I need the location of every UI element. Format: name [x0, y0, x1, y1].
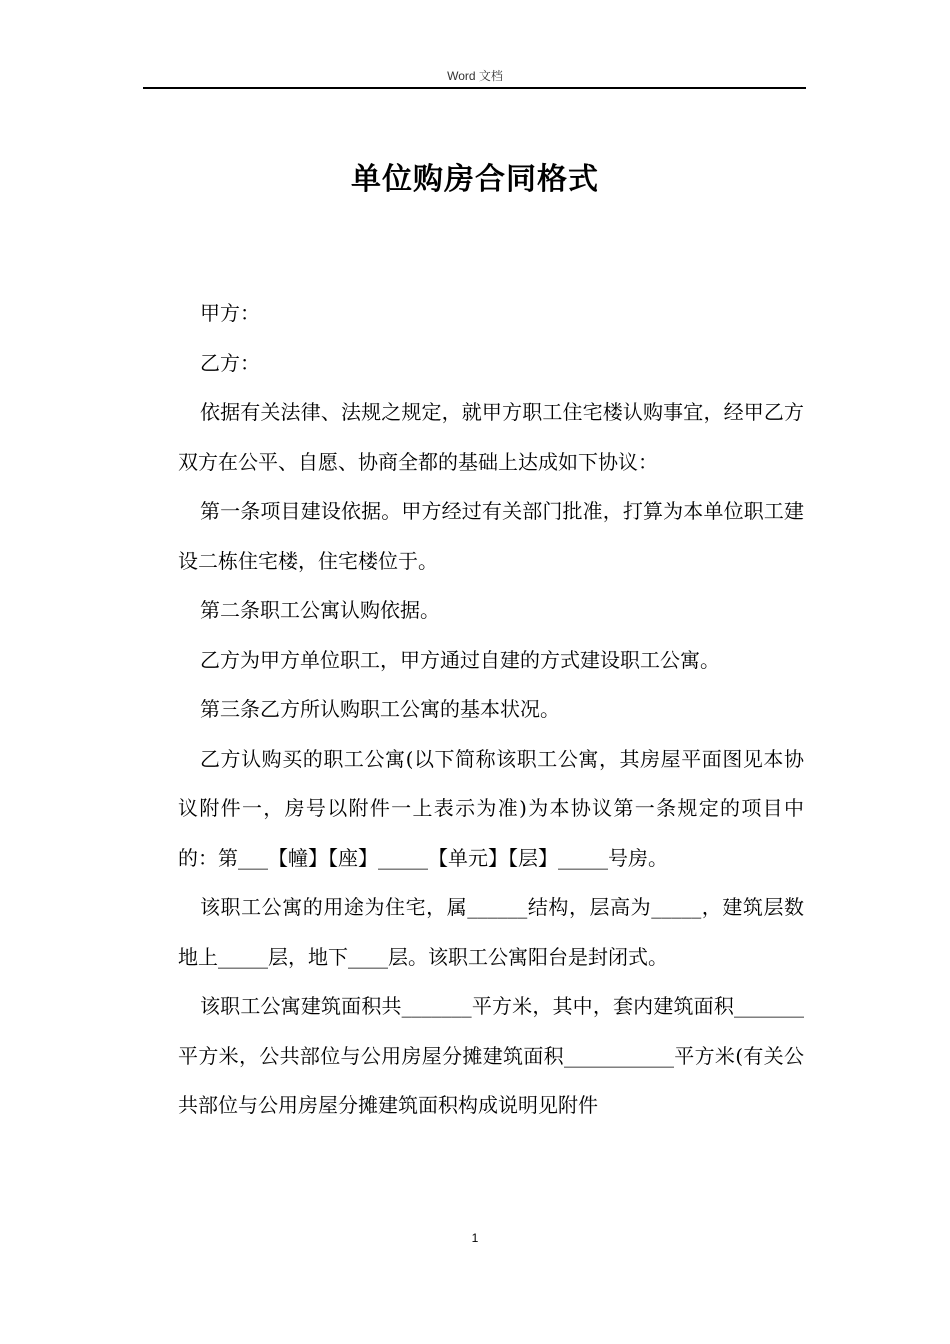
page-header: Word 文档: [447, 69, 503, 83]
party-b-line: 乙方：: [200, 350, 260, 375]
article-3-heading: 第三条乙方所认购职工公寓的基本状况。: [200, 697, 560, 721]
header-divider: [143, 87, 806, 89]
article-2-paragraph: 乙方为甲方单位职工，甲方通过自建的方式建设职工公寓。: [200, 647, 720, 672]
article-1-paragraph: 第一条项目建设依据。甲方经过有关部门批准，打算为本单位职工建设二栋住宅楼，住宅楼位于。: [178, 499, 804, 573]
page-number: 1: [471, 1231, 479, 1245]
preamble-paragraph: 依据有关法律、法规之规定，就甲方职工住宅楼认购事宜，经甲乙方双方在公平、自愿、协商全都的基础上达成如下协议：: [178, 400, 804, 474]
document-body: [178, 289, 804, 1131]
party-a-line: 甲方：: [200, 301, 260, 325]
article-3-area-paragraph: 该职工公寓建筑面积共_______平方米，其中，套内建筑面积_______平方米，公共部位与公用房屋分摊建筑面积___________平方米(有关公共部位与公用房屋分摊建筑面积构成说明见附件: [178, 994, 804, 1117]
article-3-unit-paragraph: 乙方认购买的职工公寓(以下简称该职工公寓，其房屋平面图见本协议附件一，房号以附件一上表示为准)为本协议第一条规定的项目中的：第___【幢】【座】_____【单元】【层】_____号房。: [178, 746, 804, 870]
article-3-structure-paragraph: 该职工公寓的用途为住宅，属______结构，层高为_____，建筑层数地上_____层，地下____层。该职工公寓阳台是封闭式。: [178, 895, 804, 969]
article-2-heading: 第二条职工公寓认购依据。: [200, 598, 440, 622]
document-title: 单位购房合同格式: [351, 162, 599, 197]
